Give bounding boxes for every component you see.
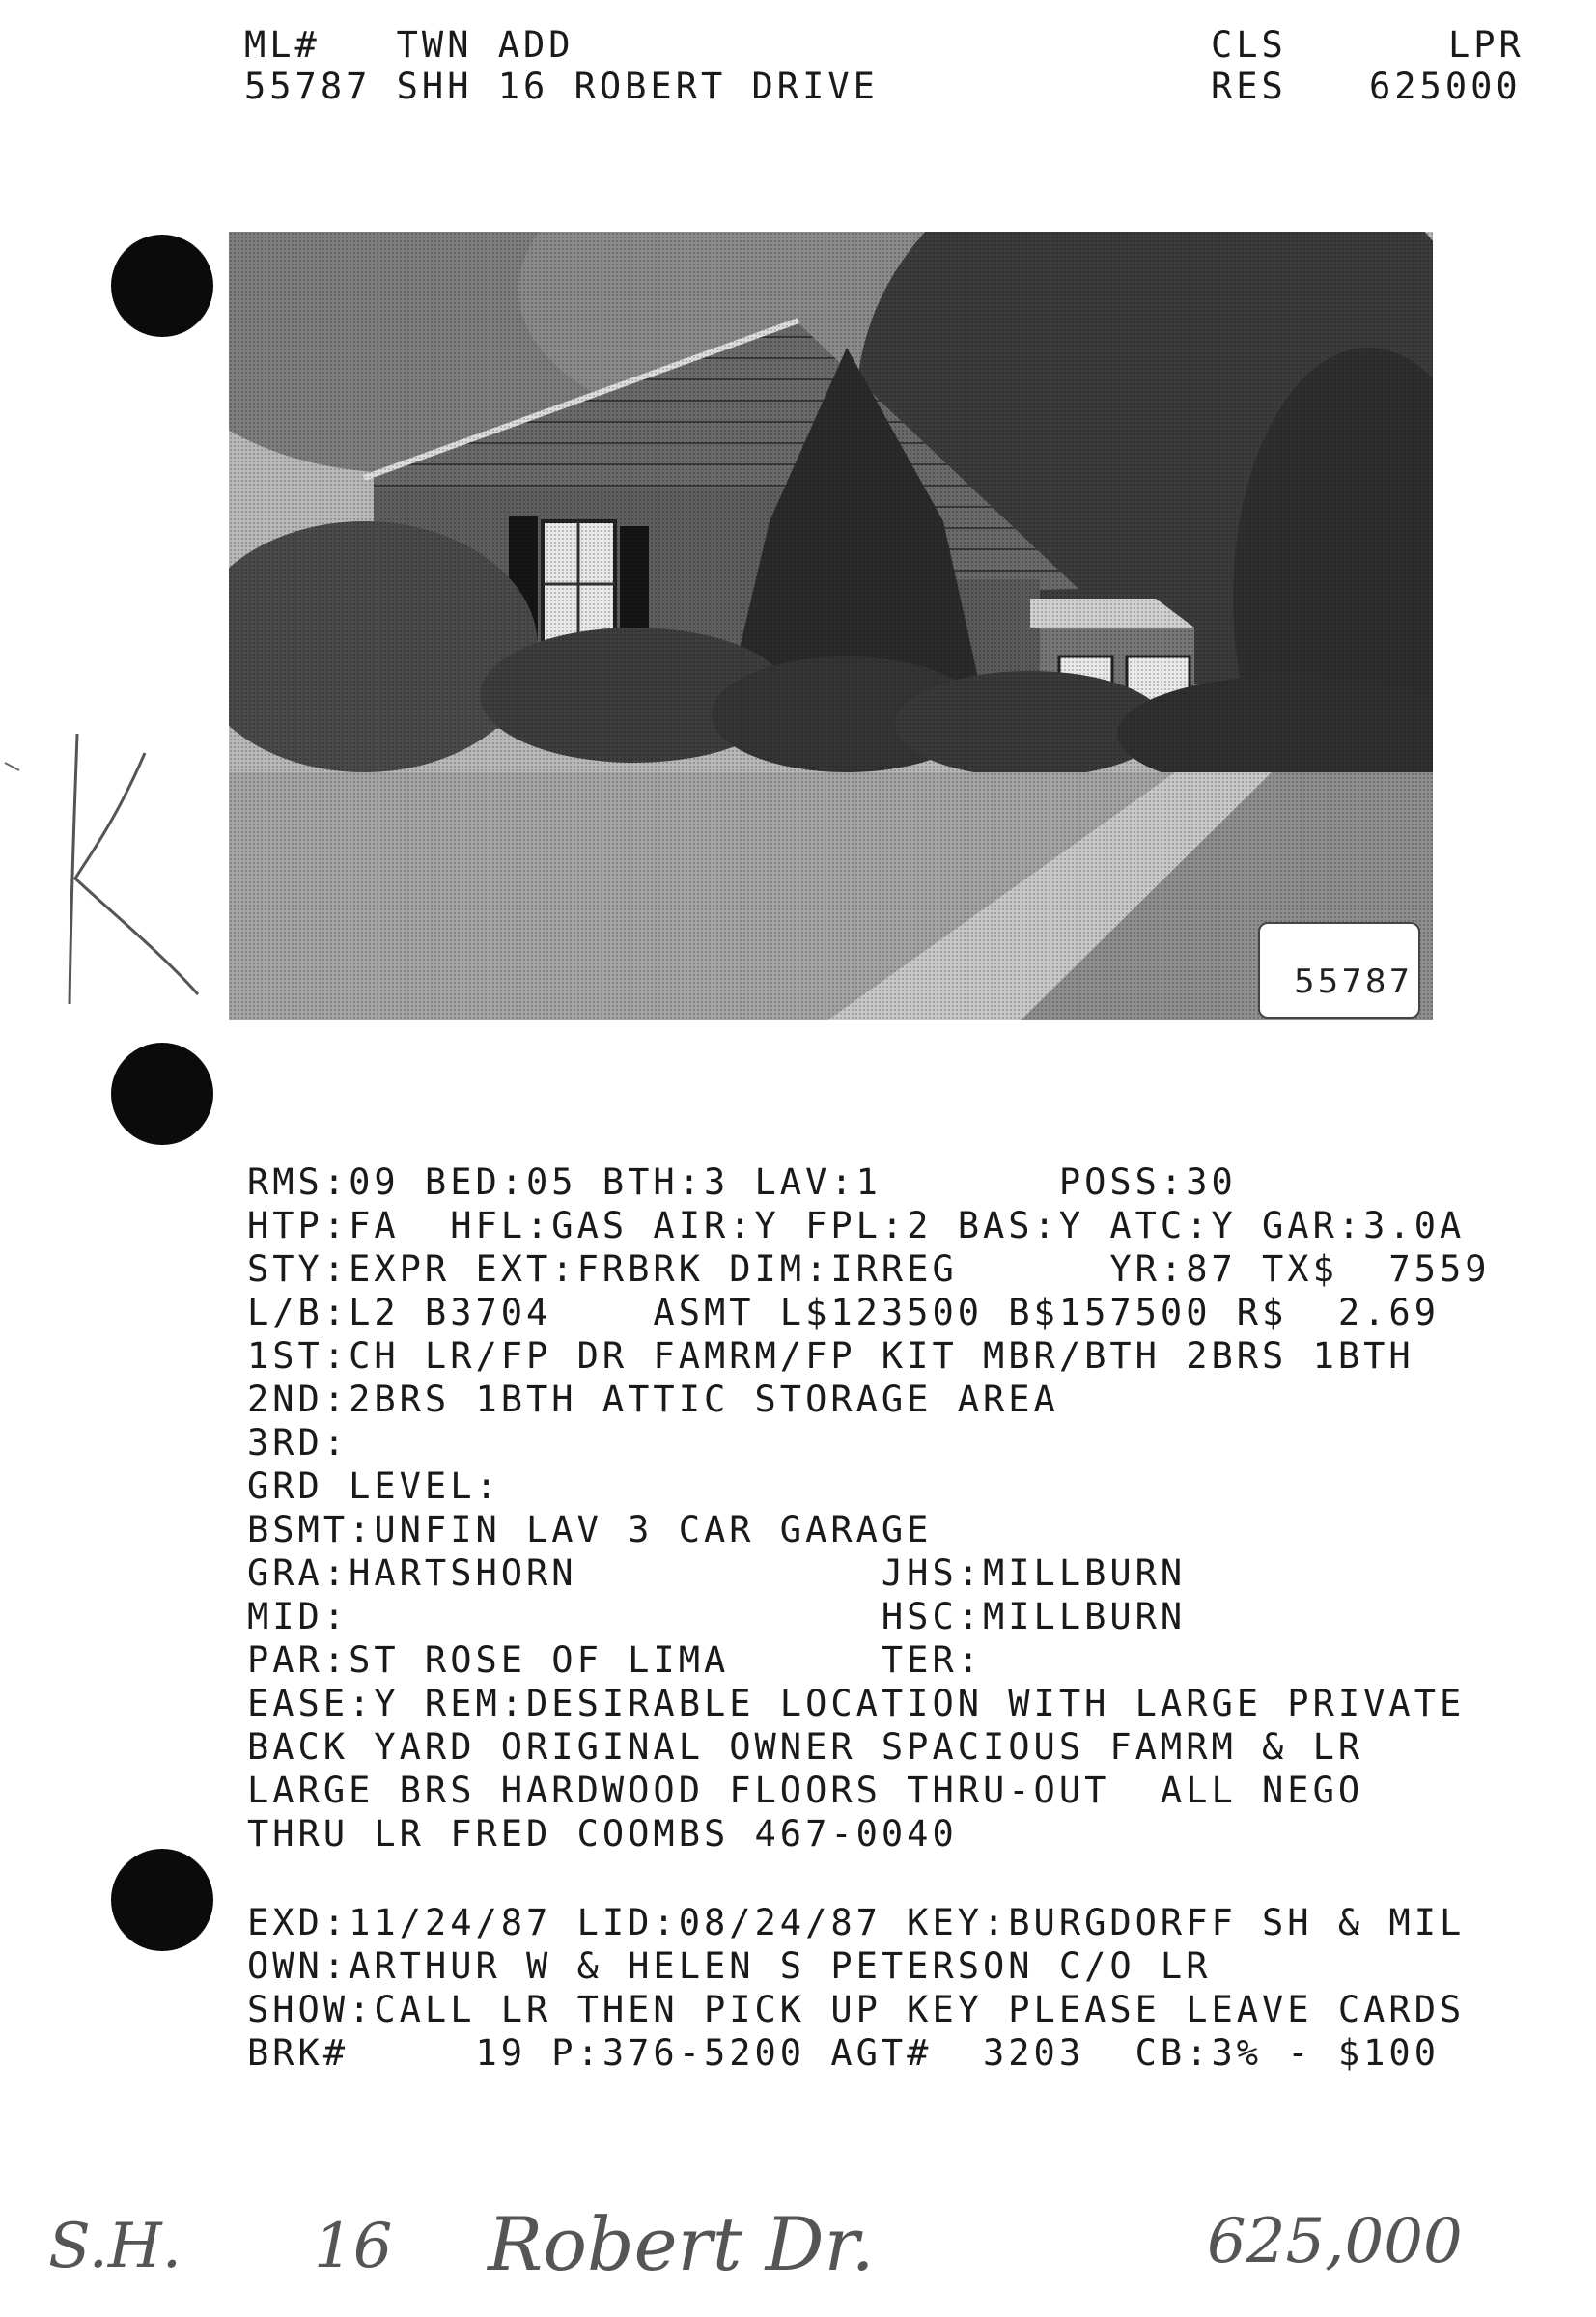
detail-line: MID: HSC:MILLBURN xyxy=(247,1596,1187,1637)
detail-line: 3RD: xyxy=(247,1422,350,1464)
detail-line: PAR:ST ROSE OF LIMA TER: xyxy=(247,1639,984,1681)
handwritten-street: Robert Dr. xyxy=(488,2201,875,2287)
lpr-label: LPR xyxy=(1448,24,1525,66)
detail-line: LARGE BRS HARDWOOD FLOORS THRU-OUT ALL NEGO xyxy=(247,1770,1364,1811)
detail-line: THRU LR FRED COOMBS 467-0040 xyxy=(247,1813,958,1855)
lpr-value: 625000 xyxy=(1369,66,1522,107)
detail-line: RMS:09 BED:05 BTH:3 LAV:1 POSS:30 xyxy=(247,1161,1237,1203)
footer-line: OWN:ARTHUR W & HELEN S PETERSON C/O LR xyxy=(247,1945,1212,1987)
punch-hole-top xyxy=(111,235,213,337)
detail-line: STY:EXPR EXT:FRBRK DIM:IRREG YR:87 TX$ 7559 xyxy=(247,1248,1491,1290)
footer-line: BRK# 19 P:376-5200 AGT# 3203 CB:3% - $100 xyxy=(247,2032,1440,2074)
footer-line: EXD:11/24/87 LID:08/24/87 KEY:BURGDORFF SH & MIL xyxy=(247,1902,1466,1943)
detail-line: 1ST:CH LR/FP DR FAMRM/FP KIT MBR/BTH 2BRS 1BTH xyxy=(247,1335,1414,1377)
detail-line: BSMT:UNFIN LAV 3 CAR GARAGE xyxy=(247,1509,933,1550)
detail-line: 2ND:2BRS 1BTH ATTIC STORAGE AREA xyxy=(247,1379,1059,1420)
punch-hole-bottom xyxy=(111,1849,213,1951)
detail-line: EASE:Y REM:DESIRABLE LOCATION WITH LARGE PRIVATE xyxy=(247,1683,1466,1724)
detail-line: HTP:FA HFL:GAS AIR:Y FPL:2 BAS:Y ATC:Y GAR:3.0A xyxy=(247,1205,1466,1246)
photo-number-tag xyxy=(1258,922,1420,1019)
header-labels: ML# TWN ADD xyxy=(244,24,574,66)
header-values: 55787 SHH 16 ROBERT DRIVE xyxy=(244,66,879,107)
cls-value: RES xyxy=(1211,66,1287,107)
handwritten-number: 16 xyxy=(314,2211,393,2282)
footer-line: SHOW:CALL LR THEN PICK UP KEY PLEASE LEAVE CARDS xyxy=(247,1989,1466,2030)
punch-hole-middle xyxy=(111,1043,213,1145)
photo-number: 55787 xyxy=(1294,963,1414,1001)
handwritten-k-mark xyxy=(0,714,222,1023)
handwritten-town: S.H. xyxy=(48,2211,182,2282)
detail-line: L/B:L2 B3704 ASMT L$123500 B$157500 R$ 2.69 xyxy=(247,1292,1440,1333)
handwritten-price: 625,000 xyxy=(1207,2206,1463,2277)
detail-line: BACK YARD ORIGINAL OWNER SPACIOUS FAMRM & LR xyxy=(247,1726,1364,1768)
detail-line: GRA:HARTSHORN JHS:MILLBURN xyxy=(247,1552,1187,1594)
house-photo xyxy=(229,232,1433,1020)
cls-label: CLS xyxy=(1211,24,1287,66)
detail-line: GRD LEVEL: xyxy=(247,1466,501,1507)
